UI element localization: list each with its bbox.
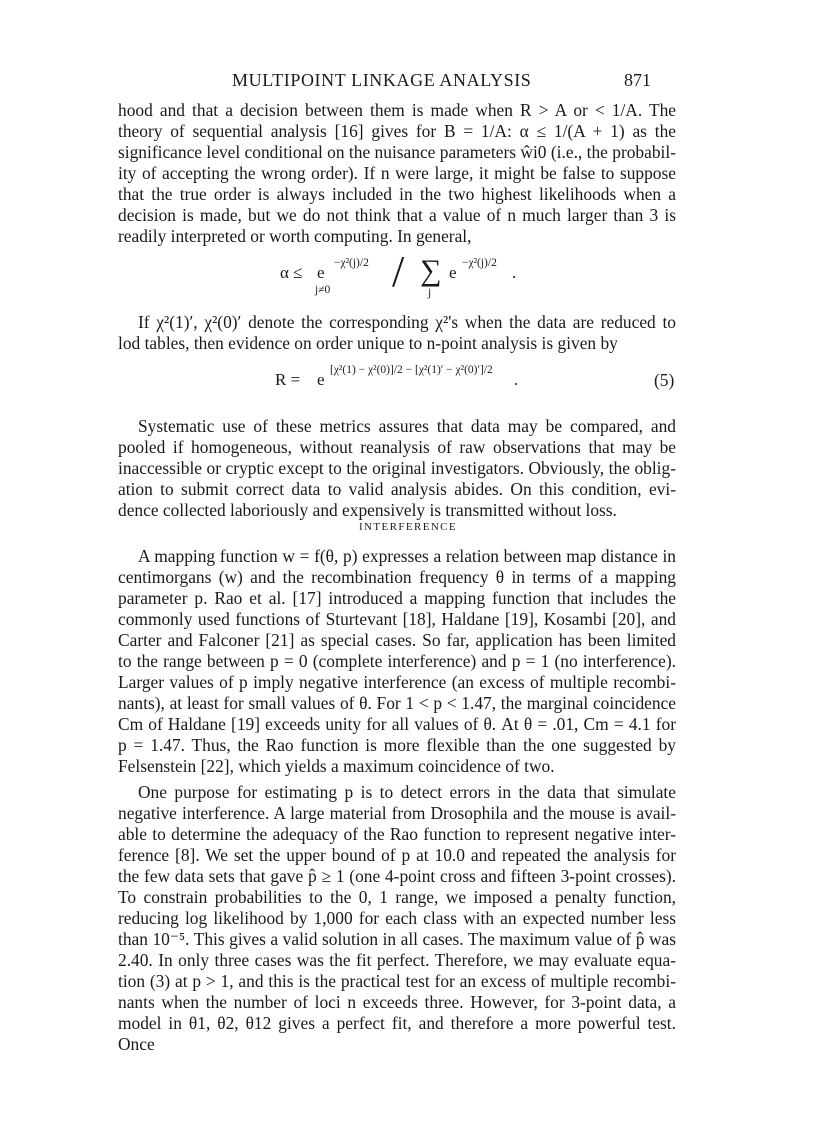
text-line: A mapping function w = f(θ, p) expresses a relation between map distance in (138, 546, 676, 566)
summation-symbol: ∑ (420, 254, 442, 287)
text-line: to the range between p = 0 (complete interference) and p = 1 (no interference). (118, 651, 676, 671)
text-line: commonly used functions of Sturtevant [18], Haldane [19], Kosambi [20], and (118, 609, 676, 629)
text-line: centimorgans (w) and the recombination frequency θ in terms of a mapping (118, 567, 676, 587)
summation-index: j (428, 287, 432, 299)
page-number: 871 (624, 70, 651, 90)
text-line: parameter p. Rao et al. [17] introduced a mapping function that includes the (118, 588, 676, 608)
text-line: inaccessible or cryptic except to the original investigators. Obviously, the oblig- (118, 458, 676, 478)
text-line: Cm of Haldane [19] exceeds unity for all values of θ. At θ = .01, Cm = 4.1 for (118, 714, 676, 734)
exponential-base: e (317, 263, 325, 282)
equation-lhs: α ≤ (280, 263, 303, 282)
text-line: Carter and Falconer [21] as special cases. So far, application has been limited (118, 630, 676, 650)
text-line: ity of accepting the wrong order). If n were large, it might be false to suppose (118, 163, 676, 183)
text-line: negative interference. A large material from Drosophila and the mouse is avail- (118, 803, 676, 823)
text-line: than 10⁻⁵. This gives a valid solution in all cases. The maximum value of p̂ was (118, 929, 676, 949)
text-line: dence collected laboriously and expensively is transmitted without loss. (118, 500, 617, 520)
exponential-base: e (317, 370, 325, 389)
text-line: If χ²(1)′, χ²(0)′ denote the corresponding χ²'s when the data are reduced to (138, 312, 676, 332)
exponent: [χ²(1) − χ²(0)]/2 − [χ²(1)′ − χ²(0)′]/2 (330, 364, 493, 376)
text-line: Larger values of p imply negative interference (an excess of multiple recombi- (118, 672, 676, 692)
exponential-base: e (449, 263, 457, 282)
text-line: lod tables, then evidence on order unique to n-point analysis is given by (118, 333, 618, 353)
text-line: tion (3) at p > 1, and this is the practical test for an excess of multiple recombi- (118, 971, 676, 991)
text-line: Felsenstein [22], which yields a maximum coincidence of two. (118, 756, 555, 776)
text-line: ference [8]. We set the upper bound of p at 10.0 and repeated the analysis for (118, 845, 676, 865)
text-line: able to determine the adequacy of the Rao function to represent negative inter- (118, 824, 676, 844)
text-line: nants when the number of loci n exceeds three. However, for 3-point data, a (118, 992, 676, 1012)
text-line: readily interpreted or worth computing. In general, (118, 226, 472, 246)
text-line: nants), at least for small values of θ. For 1 < p < 1.47, the marginal coincidence (118, 693, 676, 713)
subscript-condition: j≠0 (315, 284, 331, 296)
text-line: 2.40. In only three cases was the fit perfect. Therefore, we may evaluate equa- (118, 950, 676, 970)
division-slash: / (392, 247, 405, 296)
text-line: One purpose for estimating p is to detect errors in the data that simulate (138, 782, 676, 802)
exponent: −χ²(j)/2 (334, 257, 369, 269)
text-line: ation to submit correct data to valid analysis abides. On this condition, evi- (118, 479, 676, 499)
text-line: theory of sequential analysis [16] gives for B = 1/A: α ≤ 1/(A + 1) as the (118, 121, 676, 141)
text-line: To constrain probabilities to the 0, 1 range, we imposed a penalty function, (118, 887, 676, 907)
equation-period: . (514, 370, 519, 389)
text-line: hood and that a decision between them is made when R > A or < 1/A. The (118, 100, 676, 120)
equation-period: . (512, 263, 517, 282)
text-line: reducing log likelihood by 1,000 for each class with an expected number less (118, 908, 676, 928)
equation-lhs: R = (275, 370, 301, 389)
exponent: −χ²(j)/2 (462, 257, 497, 269)
text-line: the few data sets that gave p̂ ≥ 1 (one 4-point cross and fifteen 3-point crosses). (118, 866, 676, 886)
text-line: that the true order is always included in the two highest likelihoods when a (118, 184, 676, 204)
running-header-title: MULTIPOINT LINKAGE ANALYSIS (232, 70, 532, 90)
section-heading-interference: INTERFERENCE (358, 521, 458, 533)
text-line: significance level conditional on the nuisance parameters ŵi0 (i.e., the probabil- (118, 142, 676, 162)
text-line: pooled if homogeneous, without reanalysis of raw observations that may be (118, 437, 676, 457)
text-line: p = 1.47. Thus, the Rao function is more flexible than the one suggested by (118, 735, 676, 755)
equation-number: (5) (654, 370, 675, 390)
text-line: Systematic use of these metrics assures that data may be compared, and (138, 416, 676, 436)
text-line: decision is made, but we do not think that a value of n much larger than 3 is (118, 205, 676, 225)
text-line: model in θ1, θ2, θ12 gives a perfect fit, and therefore a more powerful test. Once (118, 1013, 676, 1055)
